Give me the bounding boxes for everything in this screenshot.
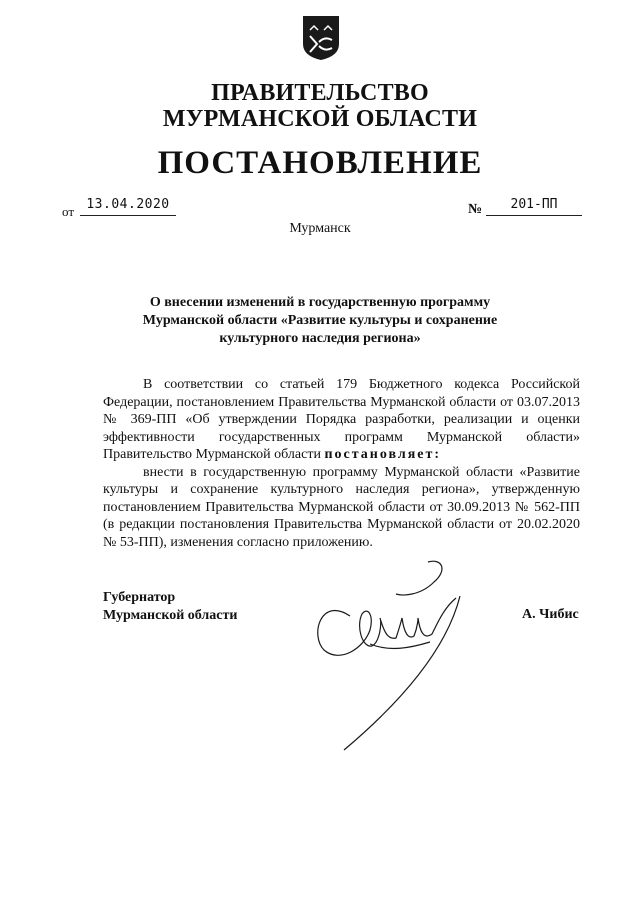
body-paragraph-1 <box>103 376 580 464</box>
subject-line-3: культурного наследия региона» <box>219 331 421 346</box>
organization-line-2: МУРМАНСКОЙ ОБЛАСТИ <box>162 106 478 132</box>
organization-line-1: ПРАВИТЕЛЬСТВО <box>211 80 429 106</box>
resolves-keyword: постановляет: <box>324 447 442 462</box>
document-type-heading: ПОСТАНОВЛЕНИЕ <box>157 145 483 181</box>
coat-of-arms-emblem <box>301 14 341 62</box>
subject-line-2: Мурманской области «Развитие культуры и сохранение <box>142 313 498 328</box>
city-label: Мурманск <box>289 221 351 236</box>
date-label: от <box>62 204 75 219</box>
signer-position <box>103 589 237 624</box>
number-label: № <box>468 202 483 217</box>
date-value: 13.04.2020 <box>80 197 176 216</box>
document-subject <box>110 294 530 348</box>
signer-position-line-1: Губернатор <box>103 590 176 605</box>
body-paragraph-1-text: В соответствии со статьей 179 Бюджетного кодекса Российской Федерации, постановлением Правительства Мурманской области от 03.07.2013 № 369-ПП «Об утверждении Порядка разработки, реализации и оценки эффективности государственных программ Мурманской области» Правительство Мурманской области <box>103 377 580 462</box>
document-body <box>103 376 580 551</box>
number-value: 201-ПП <box>486 197 582 216</box>
body-paragraph-2: внести в государственную программу Мурманской области «Развитие культуры и сохранение культурного наследия региона», утвержденную постановлением Правительства Мурманской области от 30.09.2013 № 562-ПП (в редакции постановления Правительства Мурманской области от 20.02.2020 № 53-ПП), изменения согласно приложению. <box>103 464 580 550</box>
signer-position-line-2: Мурманской области <box>103 607 238 623</box>
signer-name: А. Чибис <box>522 607 579 622</box>
organization-title <box>0 80 640 132</box>
subject-line-1: О внесении изменений в государственную программу <box>149 295 491 310</box>
handwritten-signature <box>310 556 490 756</box>
